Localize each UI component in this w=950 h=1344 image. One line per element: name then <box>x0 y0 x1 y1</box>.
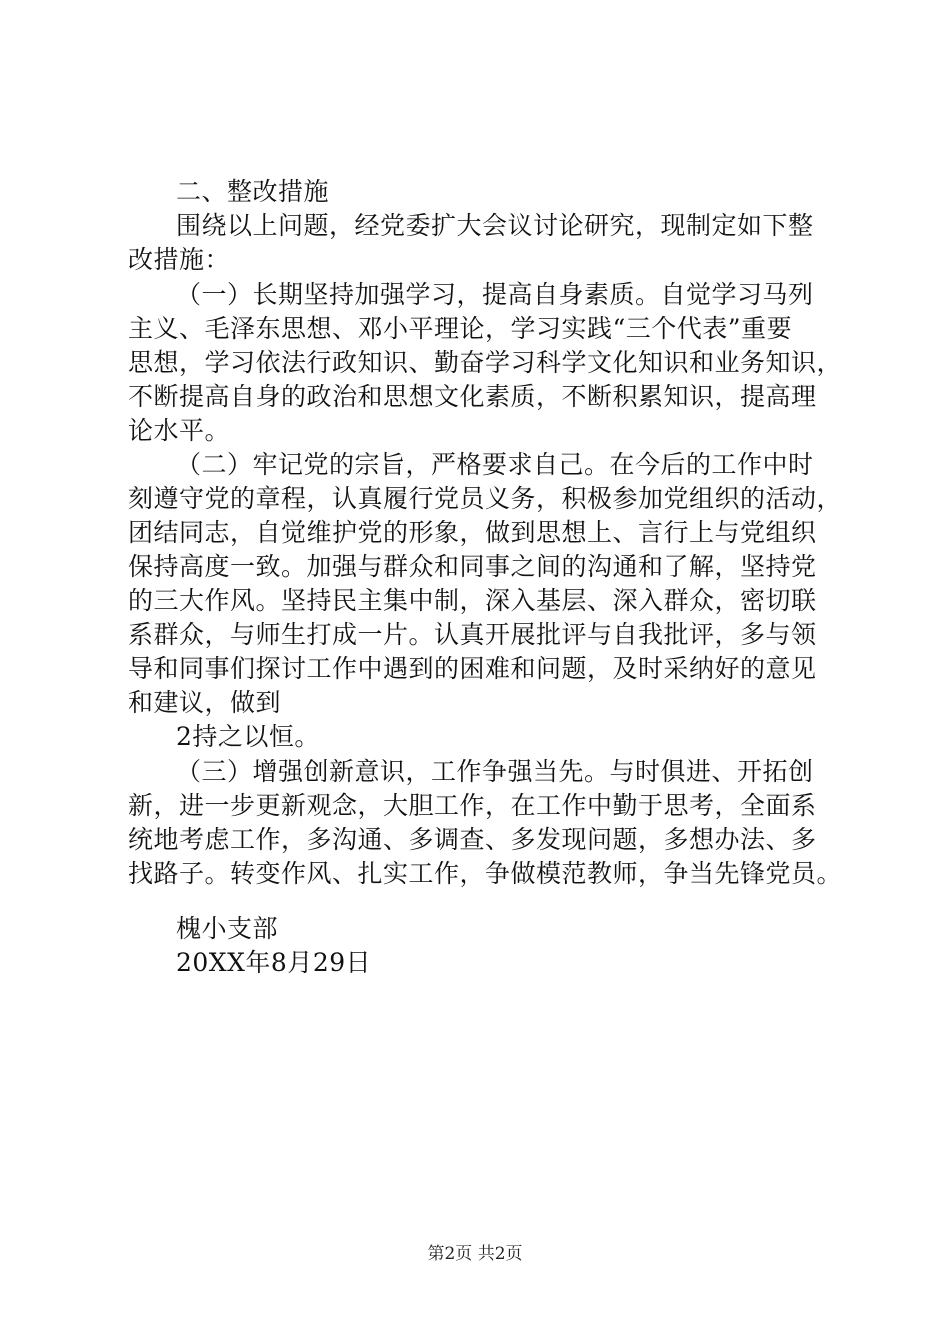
measure-2-line-5: 的三大作风。坚持民主集中制，深入基层、深入群众，密切联 <box>128 586 817 615</box>
measure-1-line-1: （一）长期坚持加强学习，提高自身素质。自觉学习马列 <box>176 280 814 309</box>
measure-3-line-1: （三）增强创新意识，工作争强当先。与时俱进、开拓创 <box>176 757 814 786</box>
measure-2-line-8: 和建议，做到 <box>128 688 282 717</box>
continuation-line: 2持之以恒。 <box>176 722 320 751</box>
measure-3-line-2: 新，进一步更新观念，大胆工作，在工作中勤于思考，全面系 <box>128 791 817 820</box>
page-footer: 第2页 共2页 <box>427 1244 523 1264</box>
measure-1-line-3: 思想，学习依法行政知识、勤奋学习科学文化知识和业务知识， <box>128 348 843 377</box>
measure-2-line-4: 保持高度一致。加强与群众和同事之间的沟通和了解，坚持党 <box>128 552 817 581</box>
measure-2-line-1: （二）牢记党的宗旨，严格要求自己。在今后的工作中时 <box>176 450 814 479</box>
intro-line-2: 改措施： <box>128 245 231 274</box>
measure-1-line-2: 主义、毛泽东思想、邓小平理论，学习实践“三个代表”重要 <box>128 314 793 343</box>
measure-2-line-3: 团结同志，自觉维护党的形象，做到思想上、言行上与党组织 <box>128 518 817 547</box>
measure-2-line-7: 导和同事们探讨工作中遇到的困难和问题，及时采纳好的意见 <box>128 654 817 683</box>
measure-3-line-3: 统地考虑工作，多沟通、多调查、多发现问题，多想办法、多 <box>128 825 817 854</box>
section-heading: 二、整改措施 <box>176 177 330 206</box>
measure-2-line-2: 刻遵守党的章程，认真履行党员义务，积极参加党组织的活动， <box>128 484 843 513</box>
signature-organization: 槐小支部 <box>176 914 279 943</box>
measure-1-line-4: 不断提高自身的政治和思想文化素质，不断积累知识，提高理 <box>128 382 817 411</box>
measure-3-line-4: 找路子。转变作风、扎实工作，争做模范教师，争当先锋党员。 <box>128 859 843 888</box>
intro-line-1: 围绕以上问题，经党委扩大会议讨论研究，现制定如下整 <box>176 211 814 240</box>
measure-1-line-5: 论水平。 <box>128 416 231 445</box>
signature-date: 20XX年8月29日 <box>176 948 372 977</box>
measure-2-line-6: 系群众，与师生打成一片。认真开展批评与自我批评，多与领 <box>128 620 817 649</box>
